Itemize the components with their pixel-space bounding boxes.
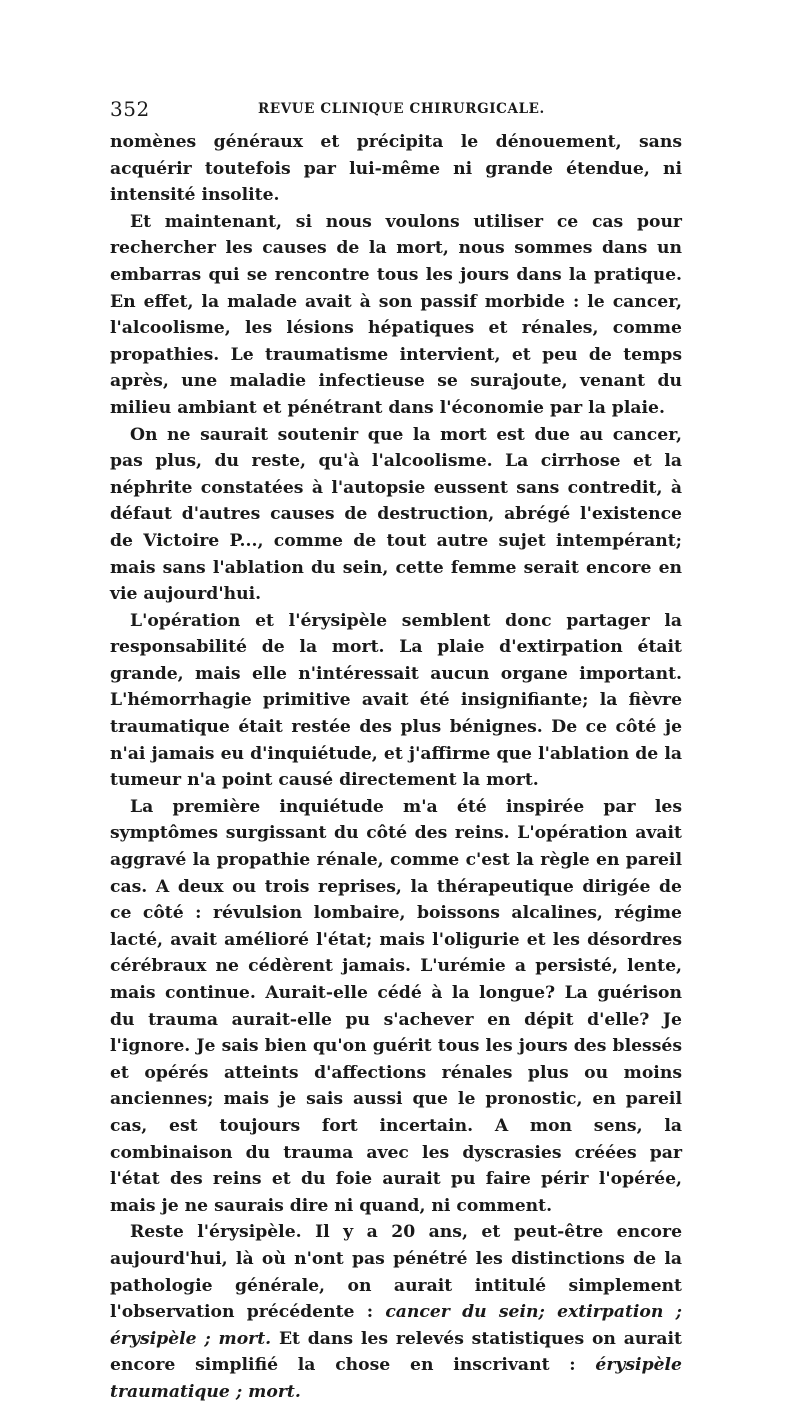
paragraph-text: Reste l'érysipèle. Il y a 20 ans, et peut-être encore aujourd'hui, là où n'ont pas pénétré les distinctions de la pathologie générale, on aurait intitulé simplement l'observation précédente : <box>110 1222 682 1323</box>
paragraph: On ne saurait soutenir que la mort est due au cancer, pas plus, du reste, qu'à l'alcoolisme. La cirrhose et la néphrite constatées à l'autopsie eussent sans contredit, à défaut d'autres causes de destruction, abrégé l'existence de Victoire P..., comme de tout autre sujet intempérant; mais sans l'ablation du sein, cette femme serait encore en vie aujourd'hui. <box>110 424 682 605</box>
paragraph-continuation: nomènes généraux et précipita le dénouement, sans acquérir toutefois par lui-même ni grande étendue, ni intensité insolite. <box>110 132 682 206</box>
paragraph: L'opération et l'érysipèle semblent donc partager la responsabilité de la mort. La plaie d'extirpation était grande, mais elle n'intéressait aucun organe important. L'hémorrhagie primitive avait été insignifiante; la fièvre traumatique était restée des plus bénignes. De ce côté je n'ai jamais eu d'inquiétude, et j'affirme que l'ablation de la tumeur n'a point causé directement la mort. <box>110 610 682 791</box>
paragraph: Et maintenant, si nous voulons utiliser ce cas pour rechercher les causes de la mort, nous sommes dans un embarras qui se rencontre tous les jours dans la pratique. En effet, la malade avait à son passif morbide : le cancer, l'alcoolisme, les lésions hépatiques et rénales, comme propathies. Le traumatisme intervient, et peu de temps après, une maladie infectieuse se surajoute, venant du milieu ambiant et pénétrant dans l'économie par la plaie. <box>110 211 682 418</box>
paragraph <box>110 1219 682 1405</box>
page-header <box>110 97 680 127</box>
paragraph-text: Et dans les relevés statistiques on aurait encore simplifié la chose en inscrivant : <box>110 1328 682 1376</box>
paragraph: La première inquiétude m'a été inspirée par les symptômes surgissant du côté des reins. L'opération avait aggravé la propathie rénale, comme c'est la règle en pareil cas. A deux ou trois reprises, la thérapeutique dirigée de ce côté : révulsion lombaire, boissons alcalines, régime lacté, avait amélioré l'état; mais l'oligurie et les désordres cérébraux ne cédèrent jamais. L'urémie a persisté, lente, mais continue. Aurait-elle cédé à la longue? La guérison du trauma aurait-elle pu s'achever en dépit d'elle? Je l'ignore. Je sais bien qu'on guérit tous les jours des blessés et opérés atteints d'affections rénales plus ou moins anciennes; mais je sais aussi que le pronostic, en pareil cas, est toujours fort incertain. A mon sens, la combinaison du trauma avec les dyscrasies créées par l'état des reins et du foie aurait pu faire périr l'opérée, mais je ne saurais dire ni quand, ni comment. <box>110 796 682 1216</box>
italic-citation: cancer du sein; extirpation ; érysipèle ; mort. <box>110 1302 682 1349</box>
italic-citation: érysipèle traumatique ; mort. <box>110 1355 682 1402</box>
body-text <box>110 129 682 1406</box>
running-title: REVUE CLINIQUE CHIRURGICALE. <box>258 101 545 117</box>
page-number: 352 <box>110 97 150 121</box>
